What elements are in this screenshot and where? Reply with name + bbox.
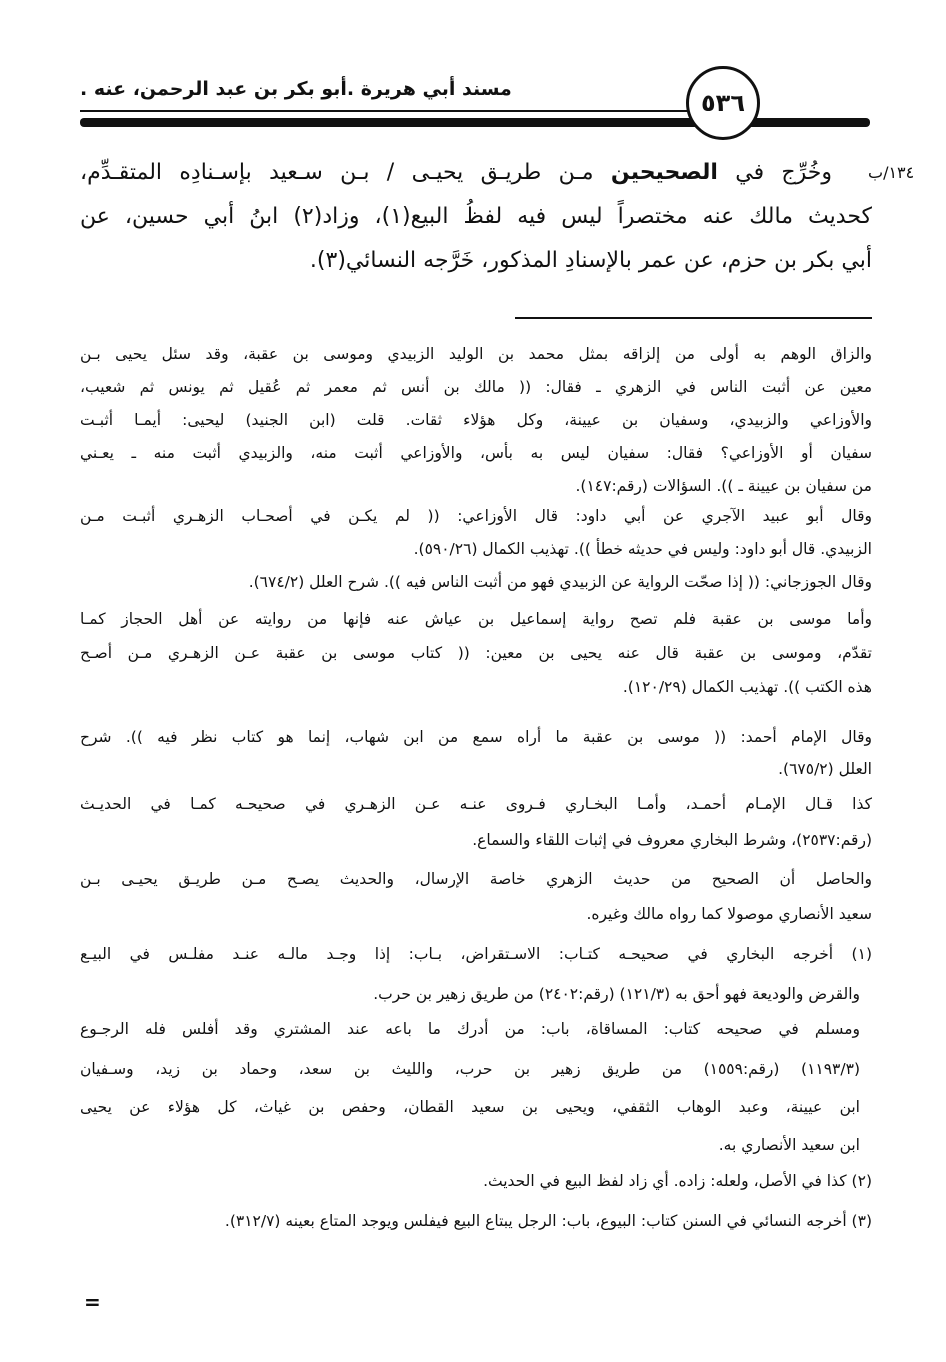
footnote-line: وأما موسى بن عقبة فلم تصح رواية إسماعيل بن عياش عنه فإنها من روايته عن أهل الحجاز كمـا [80,610,872,628]
header-thin-rule [80,110,690,112]
footnote-line: والقرض والوديعة فهو أحق به (١٢١/٣) (رقم:٢٤٠٢) من طريق زهير بن حرب. [373,985,860,1003]
main-text-line: كحديث مالك عنه مختصراً ليس فيه لفظُ البيع(١)، وزاد(٢) ابنُ أبي حسين، عن [80,204,872,229]
footnote-line: ابن عيينة، وعبد الوهاب الثقفي، ويحيى بن سعيد القطان، وحفص بن غياث، كل هؤلاء عن يحيى [80,1098,860,1116]
footnote-line: وقال الجوزجاني: (( إذا صحّت الرواية عن الزبيدي فهو من أثبت الناس فيه )). شرح العلل (٦٧٤/٢). [248,573,872,591]
footnote-line: هذه الكتب )). تهذيب الكمال (١٢٠/٢٩). [622,678,872,696]
continuation-mark: = [84,1290,101,1314]
footnote-line: ابن سعيد الأنصاري به. [718,1136,860,1154]
main-text-line [80,160,832,185]
emphasis-title: الصحيحين [610,160,718,185]
page-number-badge: ٥٣٦ [686,66,760,140]
footnote-line: الزبيدي. قال أبو داود: وليس في حديثه خطأ )). تهذيب الكمال (٥٩٠/٢٦). [413,540,872,558]
footnote-line: والزاق الوهم به أولى من إلزاقه بمثل محمد بن الوليد الزبيدي وموسى بن عقبة، وقد سئل يحيى بـن [80,345,872,363]
footnote-line: والحاصل أن الصحيح من حديث الزهري خاصة الإرسال، والحديث يصـح مـن طريـق يحيـى بـن [80,870,872,888]
footnote-line: العلل (٦٧٥/٢). [778,760,872,778]
footnote-line: سفيان أو الأوزاعي؟ فقال: سفيان ليس به بأس، والأوزاعي أثبت منه، والزبيدي أثبت منه ـ يعـني [80,444,872,462]
text-span: وخُرِّج في [717,160,833,185]
footnote-line: سعيد الأنصاري موصولا كما رواه مالك وغيره. [586,905,872,923]
footnote-line: من سفيان بن عيينة ـ )). السؤالات (رقم:١٤٧). [575,477,872,495]
main-text-line: أبي بكر بن حزم، عن عمر بالإسنادِ المذكور، خَرَّجه النسائي(٣). [309,248,872,273]
footnote-line: معين عن أثبت الناس في الزهري ـ فقال: (( مالك بن أنس ثم معمر ثم عُقيل ثم يونس ثم شعيب، [80,378,872,396]
footnote-line: كذا قـال الإمـام أحمـد، وأمـا البخـاري فـروى عنـه عـن الزهـري في صحيحـه كمـا في الحديـث [80,795,872,813]
footnote-line: (٢) كذا في الأصل، ولعله: زاده. أي زاد لفظ البيع في الحديث. [483,1172,872,1190]
margin-folio-note: ١٣٤/ب [868,163,915,182]
footnote-line: ومسلم في صحيحه كتاب: المساقاة، باب: من أدرك ما باعه عند المشتري وقد أفلس فله الرجـوع [80,1020,860,1038]
running-header-title: مسند أبي هريرة .أبو بكر بن عبد الرحمن، عنه . [80,78,512,100]
text-span: مـن طريـق يحيـى / بـن سـعيد بإسـنادِه المتقـدِّم، [80,160,611,185]
footnote-line: وقال أبو عبيد الآجري عن أبي داود: قال الأوزاعي: (( لم يكـن في أصحـاب الزهـري أثبـت مـن [80,507,872,525]
footnote-line: (١١٩٣/٣) (رقم:١٥٥٩) من طريق زهير بن حرب، والليث بن سعد، وحماد بن زيد، وسـفيان [80,1060,860,1078]
footnote-line: وقال الإمام أحمد: (( موسى بن عقبة ما أراه سمع من ابن شهاب، إنما هو كتاب نظر فيه )). شرح [80,728,872,746]
footnote-separator [515,317,872,319]
footnote-line: تقدّم، وموسى بن عقبة قال عنه يحيى بن معين: (( كتاب موسى بن عقبة عـن الزهـري مـن أصـح [80,644,872,662]
footnote-line: (١) أخرجه البخاري في صحيحـه كتـاب: الاسـتقراض، بـاب: إذا وجـد مالـه عنـد مفلـس في البيـع [80,945,872,963]
footnote-line: والأوزاعي والزبيدي، وسفيان بن عيينة، وكل هؤلاء ثقات. قلت (ابن الجنيد) ليحيى: أيمـا أثبـت [80,411,872,429]
footnote-line: (٣) أخرجه النسائي في السنن كتاب: البيوع، باب: الرجل يبتاع البيع فيفلس ويوجد المتاع بعينه (٣١٢/٧). [224,1212,872,1230]
footnote-line: (رقم:٢٥٣٧)، وشرط البخاري معروف في إثبات اللقاء والسماع. [472,831,872,849]
